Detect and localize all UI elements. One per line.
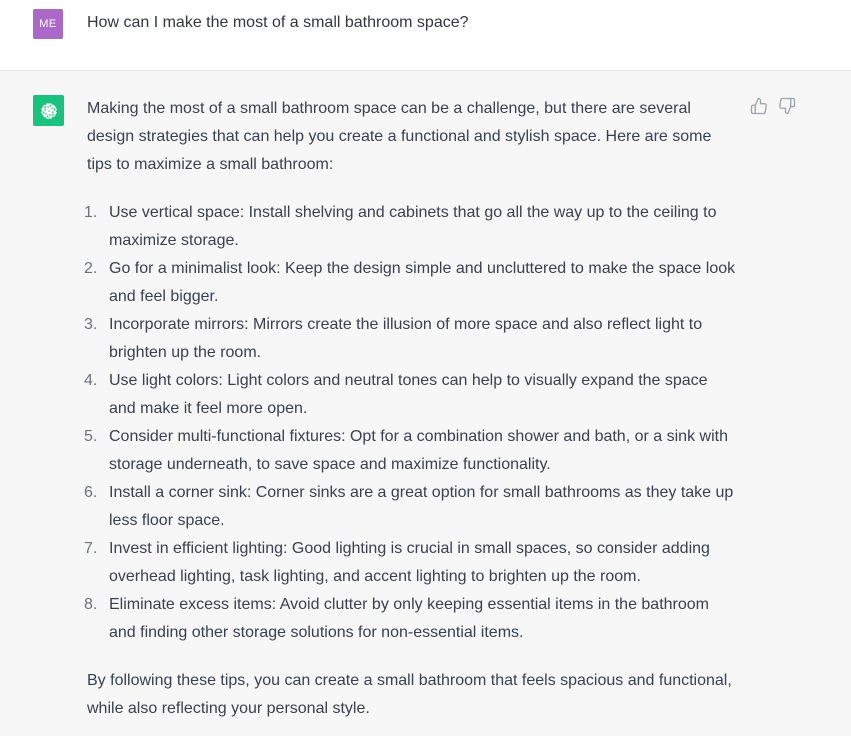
thumbs-down-icon[interactable]	[778, 97, 796, 115]
list-item-number: 5.	[84, 428, 98, 445]
user-message-row	[0, 0, 851, 71]
assistant-message-content	[84, 95, 737, 723]
list-item-text: Invest in efficient lighting: Good lighting is crucial in small spaces, so consider adding overhead lighting, task lighting, and accent lighting to brighten up the room.	[109, 540, 710, 585]
user-avatar: ME	[33, 9, 63, 39]
list-item-text: Use light colors: Light colors and neutral tones can help to visually expand the space and make it feel more open.	[109, 372, 708, 417]
thumbs-up-icon[interactable]	[750, 97, 768, 115]
list-item	[84, 535, 737, 591]
assistant-intro: Making the most of a small bathroom space can be a challenge, but there are several design strategies that can help you create a functional and stylish space. Here are some tips to maximize a small bathroom:	[87, 100, 712, 173]
list-item-number: 3.	[84, 316, 98, 333]
list-item	[84, 255, 737, 311]
list-item	[84, 479, 737, 535]
list-item-text: Incorporate mirrors: Mirrors create the illusion of more space and also reflect light to brighten up the room.	[109, 316, 703, 361]
list-item-text: Eliminate excess items: Avoid clutter by only keeping essential items in the bathroom and finding other storage solutions for non-essential items.	[109, 596, 709, 641]
list-item-text: Use vertical space: Install shelving and cabinets that go all the way up to the ceiling to maximize storage.	[109, 204, 717, 249]
list-item-number: 7.	[84, 540, 98, 557]
list-item	[84, 591, 737, 647]
feedback-buttons	[750, 97, 796, 115]
list-item-number: 8.	[84, 596, 98, 613]
assistant-conclusion: By following these tips, you can create a small bathroom that feels spacious and functional, while also reflecting your personal style.	[87, 672, 732, 717]
list-item-number: 2.	[84, 260, 98, 277]
list-item-number: 4.	[84, 372, 98, 389]
list-item	[84, 311, 737, 367]
list-item-number: 6.	[84, 484, 98, 501]
list-item-text: Go for a minimalist look: Keep the design simple and uncluttered to make the space look and feel bigger.	[109, 260, 736, 305]
assistant-message-row	[0, 71, 851, 736]
list-item-number: 1.	[84, 204, 98, 221]
list-item	[84, 367, 737, 423]
list-item	[84, 199, 737, 255]
list-item	[84, 423, 737, 479]
list-item-text: Consider multi-functional fixtures: Opt for a combination shower and bath, or a sink with storage underneath, to save space and maximize functionality.	[109, 428, 728, 473]
openai-logo-icon	[33, 95, 64, 126]
tips-list	[84, 199, 737, 647]
list-item-text: Install a corner sink: Corner sinks are a great option for small bathrooms as they take up less floor space.	[109, 484, 734, 529]
user-message-text: How can I make the most of a small bathroom space?	[87, 14, 469, 31]
